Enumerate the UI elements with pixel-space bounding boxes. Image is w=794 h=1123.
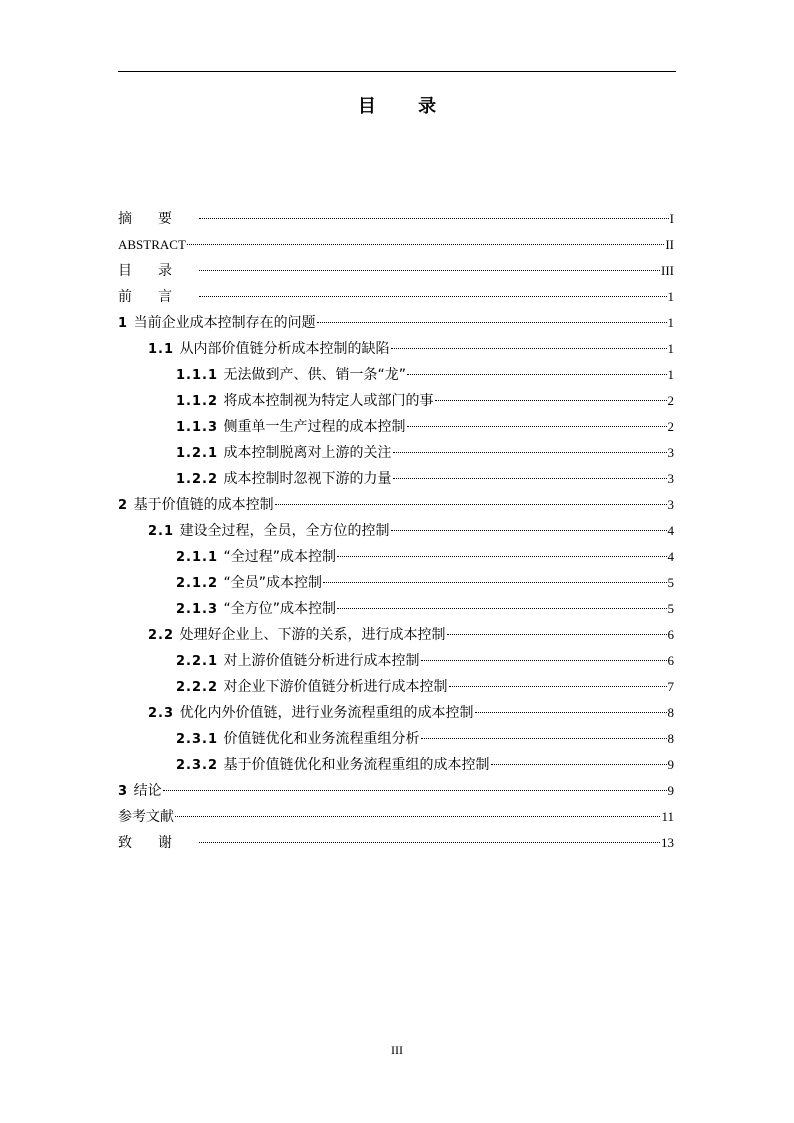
toc-entry-title: 将成本控制视为特定人或部门的事: [223, 393, 434, 409]
toc-entry-page: 1: [667, 367, 674, 382]
toc-dot-leader: [199, 270, 660, 271]
toc-entry-page: 1: [667, 289, 674, 304]
toc-entry-page: 13: [661, 835, 674, 850]
toc-entry-number: 2.2.2: [176, 680, 224, 695]
toc-entry-page: 2: [667, 419, 674, 434]
toc-entry-page: 8: [667, 705, 674, 720]
toc-entry-title: 处理好企业上、下游的关系，进行成本控制: [179, 627, 446, 643]
toc-entry[interactable]: [118, 336, 674, 362]
toc-entry-title: 优化内外价值链，进行业务流程重组的成本控制: [179, 705, 474, 721]
toc-entry-page: 3: [667, 445, 674, 460]
toc-entry-number: 1.1: [148, 342, 180, 357]
toc-dot-leader: [199, 296, 667, 297]
toc-dot-leader: [475, 712, 667, 713]
toc-entry-title: “全方位”成本控制: [223, 601, 337, 617]
toc-entry[interactable]: [118, 648, 674, 674]
toc-entry[interactable]: [118, 466, 674, 492]
footer-page-number: III: [391, 1043, 403, 1057]
toc-dot-leader: [421, 660, 667, 661]
table-of-contents: [118, 206, 674, 856]
toc-entry-title: 结论: [133, 783, 162, 799]
toc-dot-leader: [407, 426, 667, 427]
toc-entry-number: 2.3: [148, 706, 180, 721]
toc-entry[interactable]: [118, 752, 674, 778]
toc-entry[interactable]: [118, 388, 674, 414]
toc-dot-leader: [317, 322, 667, 323]
toc-entry-title: 建设全过程，全员，全方位的控制: [179, 523, 390, 539]
toc-entry-title: 成本控制脱离对上游的关注: [223, 445, 392, 461]
toc-entry-title: 摘要: [118, 211, 198, 227]
toc-entry-title: 成本控制时忽视下游的力量: [223, 471, 392, 487]
toc-dot-leader: [393, 452, 667, 453]
toc-entry[interactable]: [118, 778, 674, 804]
toc-entry[interactable]: [118, 700, 674, 726]
toc-entry-page: 2: [667, 393, 674, 408]
toc-entry[interactable]: [118, 362, 674, 388]
toc-entry-page: III: [661, 263, 674, 278]
toc-entry-page: 6: [667, 627, 674, 642]
toc-entry[interactable]: [118, 518, 674, 544]
toc-entry-title: 对上游价值链分析进行成本控制: [223, 653, 420, 669]
toc-entry-number: 1.1.1: [176, 368, 224, 383]
toc-entry-title: ABSTRACT: [118, 237, 186, 252]
toc-entry-page: 3: [667, 497, 674, 512]
toc-entry-title: 价值链优化和业务流程重组分析: [223, 731, 420, 747]
toc-entry-number: 2.2.1: [176, 654, 224, 669]
toc-entry-number: 2.1.2: [176, 576, 224, 591]
toc-entry-title: 无法做到产、供、销一条“龙”: [223, 367, 407, 383]
toc-entry-title: “全员”成本控制: [223, 575, 323, 591]
toc-entry[interactable]: [118, 596, 674, 622]
toc-dot-leader: [199, 218, 669, 219]
toc-entry[interactable]: [118, 674, 674, 700]
toc-entry[interactable]: [118, 622, 674, 648]
toc-entry-title: 基于价值链的成本控制: [133, 497, 274, 513]
toc-entry-title: 参考文献: [118, 809, 174, 825]
toc-entry[interactable]: [118, 310, 674, 336]
toc-dot-leader: [323, 582, 666, 583]
toc-dot-leader: [391, 530, 667, 531]
toc-entry-number: 2.1.3: [176, 602, 224, 617]
toc-entry[interactable]: [118, 258, 674, 284]
toc-entry-page: 9: [667, 783, 674, 798]
toc-entry[interactable]: [118, 570, 674, 596]
toc-entry-page: 4: [667, 549, 674, 564]
toc-dot-leader: [393, 478, 667, 479]
toc-entry-page: 11: [661, 809, 674, 824]
toc-entry-title: 基于价值链优化和业务流程重组的成本控制: [223, 757, 490, 773]
toc-entry-number: 1.2.2: [176, 472, 224, 487]
page-title: 目 录: [357, 96, 455, 117]
toc-entry-number: 2.3.2: [176, 758, 224, 773]
toc-entry-page: 7: [667, 679, 674, 694]
toc-entry-number: 2.2: [148, 628, 180, 643]
toc-entry[interactable]: [118, 830, 674, 856]
toc-entry[interactable]: [118, 544, 674, 570]
toc-entry[interactable]: [118, 414, 674, 440]
toc-entry-title: 当前企业成本控制存在的问题: [133, 315, 316, 331]
toc-entry-page: 8: [667, 731, 674, 746]
toc-entry[interactable]: [118, 232, 674, 258]
toc-entry-number: 1.1.2: [176, 394, 224, 409]
toc-dot-leader: [337, 608, 666, 609]
toc-entry-title: 致谢: [118, 835, 198, 851]
toc-entry-page: I: [669, 211, 674, 226]
toc-dot-leader: [275, 504, 667, 505]
toc-entry-title: “全过程”成本控制: [223, 549, 337, 565]
toc-entry-number: 1: [118, 316, 134, 331]
toc-entry[interactable]: [118, 492, 674, 518]
toc-entry-number: 2.3.1: [176, 732, 224, 747]
toc-entry-number: 1.1.3: [176, 420, 224, 435]
toc-entry-number: 3: [118, 784, 134, 799]
toc-dot-leader: [337, 556, 666, 557]
toc-entry-page: 3: [667, 471, 674, 486]
toc-entry-number: 2.1: [148, 524, 180, 539]
toc-entry-page: 1: [667, 315, 674, 330]
header-rule: [118, 71, 676, 72]
toc-dot-leader: [407, 374, 666, 375]
toc-entry-title: 从内部价值链分析成本控制的缺陷: [179, 341, 390, 357]
toc-entry-page: 4: [667, 523, 674, 538]
toc-entry-page: 6: [667, 653, 674, 668]
toc-entry-title: 侧重单一生产过程的成本控制: [223, 419, 406, 435]
toc-dot-leader: [163, 790, 667, 791]
toc-entry-title: 对企业下游价值链分析进行成本控制: [223, 679, 448, 695]
toc-entry-page: 5: [667, 575, 674, 590]
toc-entry-page: 5: [667, 601, 674, 616]
toc-entry-page: 1: [667, 341, 674, 356]
toc-entry-title: 前言: [118, 289, 198, 305]
toc-dot-leader: [391, 348, 667, 349]
toc-entry[interactable]: [118, 804, 674, 830]
toc-entry-page: II: [665, 237, 674, 252]
toc-dot-leader: [199, 842, 660, 843]
toc-dot-leader: [449, 686, 667, 687]
toc-entry-number: 2.1.1: [176, 550, 224, 565]
toc-dot-leader: [447, 634, 667, 635]
toc-entry[interactable]: [118, 284, 674, 310]
toc-dot-leader: [435, 400, 667, 401]
toc-entry[interactable]: [118, 206, 674, 232]
toc-dot-leader: [175, 816, 660, 817]
toc-dot-leader: [187, 244, 664, 245]
toc-entry[interactable]: [118, 726, 674, 752]
toc-entry-title: 目录: [118, 263, 198, 279]
toc-dot-leader: [491, 764, 667, 765]
toc-dot-leader: [421, 738, 667, 739]
toc-entry-number: 1.2.1: [176, 446, 224, 461]
toc-entry[interactable]: [118, 440, 674, 466]
toc-entry-page: 9: [667, 757, 674, 772]
toc-entry-number: 2: [118, 498, 134, 513]
